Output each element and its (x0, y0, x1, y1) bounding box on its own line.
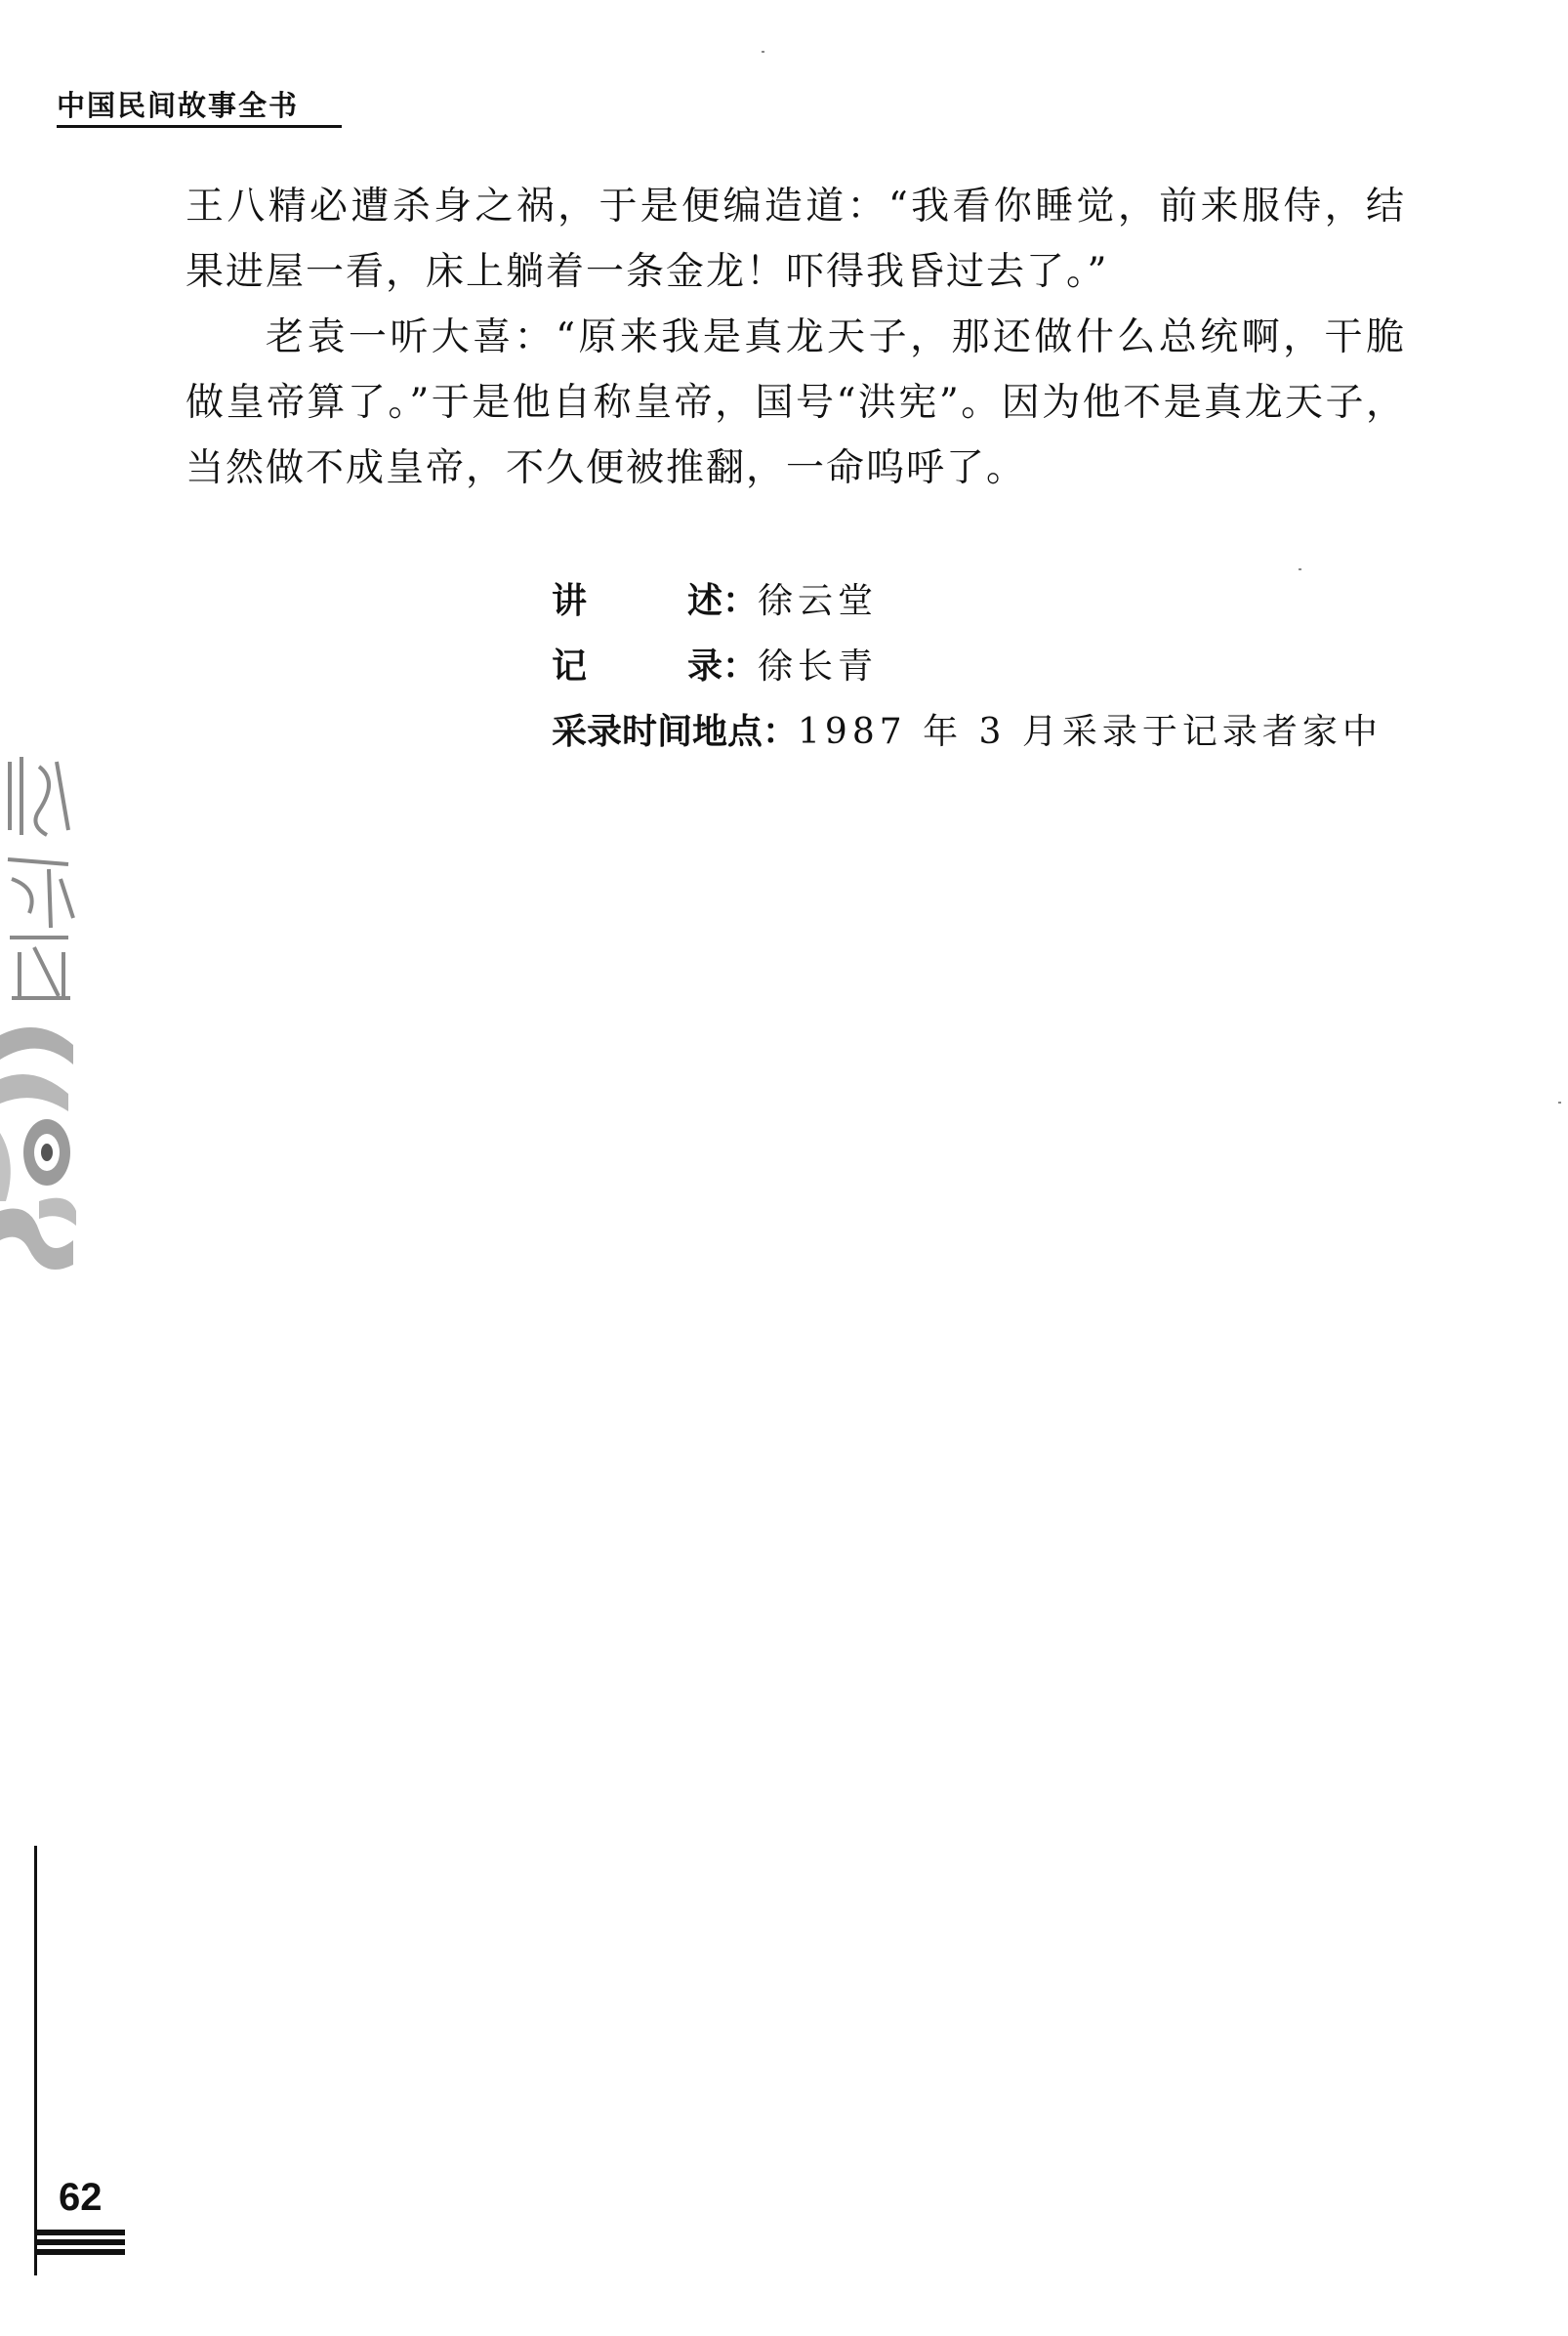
credit-value: 1987 年 3 月采录于记录者家中 (798, 712, 1382, 752)
paragraph-continuation: 王八精必遭杀身之祸，于是便编造道：“我看你睡觉，前来服侍，结果进屋一看，床上躺着一条金龙！吓得我昏过去了。” (186, 185, 1406, 294)
credit-value: 徐长青 (758, 647, 879, 687)
paragraph: 老袁一听大喜：“原来我是真龙天子，那还做什么总统啊，干脆做皇帝算了。”于是他自称皇帝，国号“洪宪”。因为他不是真龙天子，当然做不成皇帝，不久便被推翻，一命呜呼了。 (186, 315, 1406, 490)
credit-separator: ： (722, 581, 759, 621)
story-credits (552, 568, 1382, 765)
credit-time-place (552, 699, 1382, 765)
folio-bars (37, 2230, 125, 2259)
credit-label: 讲述 (552, 581, 722, 621)
story-text (186, 174, 1406, 501)
decorative-pattern-icon (0, 742, 78, 1289)
page-number: 62 (59, 2176, 103, 2219)
scan-speck (1558, 1102, 1561, 1104)
header-rule (57, 125, 342, 128)
folio-bar (37, 2230, 125, 2235)
credit-separator: ： (722, 647, 759, 687)
margin-rule (34, 1846, 37, 2275)
folio-bar (37, 2239, 125, 2245)
credit-value: 徐云堂 (758, 581, 879, 621)
folio-bar (37, 2249, 125, 2255)
credit-separator: ： (763, 712, 799, 752)
scan-speck (762, 51, 764, 53)
credit-label: 采录时间地点 (552, 712, 763, 752)
credit-recorder (552, 634, 1382, 699)
credit-narrator (552, 568, 1382, 634)
running-header: 中国民间故事全书 (57, 89, 300, 122)
scan-speck (1299, 568, 1301, 570)
credit-label: 记录 (552, 647, 722, 687)
